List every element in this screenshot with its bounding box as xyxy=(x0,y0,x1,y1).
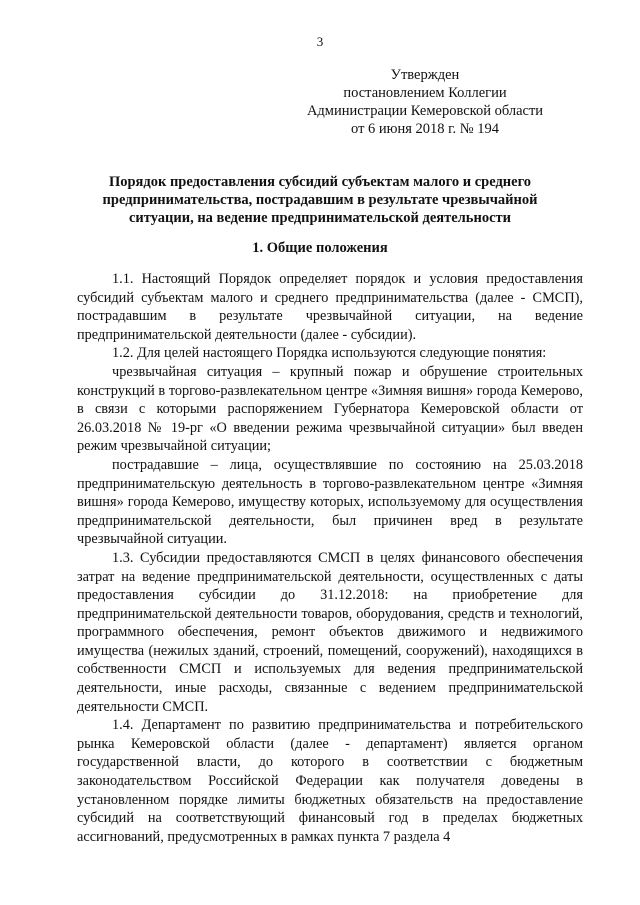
paragraph: чрезвычайная ситуация – крупный пожар и обрушение строительных конструкций в торгово-развлекательном центре «Зимняя вишня» города Кемерово, в связи с которыми распоряжением Губернатора Кемеровской области от 26.03.2018 № 19-рг «О введении режима чрезвычайной ситуации» был введен режим чрезвычайной ситуации; xyxy=(77,363,583,455)
title-line: предпринимательства, пострадавшим в результате чрезвычайной xyxy=(102,192,538,208)
section-heading: 1. Общие положения xyxy=(252,240,388,256)
paragraph: пострадавшие – лица, осуществлявшие по состоянию на 25.03.2018 предпринимательскую деятельность в торгово-развлекательном центре «Зимняя вишня» города Кемерово, имуществу которых, используемому для осуществления предпринимательской деятельности, был причинен вред в результате чрезвычайной ситуации. xyxy=(77,456,583,548)
approval-line: от 6 июня 2018 г. № 194 xyxy=(351,121,499,137)
paragraph: 1.1. Настоящий Порядок определяет порядок и условия предоставления субсидий субъектам малого и среднего предпринимательства (далее - СМСП), пострадавшим в результате чрезвычайной ситуации, на ведение предпринимательской деятельности (далее - субсидии). xyxy=(77,271,583,343)
paragraph: 1.2. Для целей настоящего Порядка используются следующие понятия: xyxy=(112,345,547,362)
title-line: ситуации, на ведение предпринимательской деятельности xyxy=(128,210,511,226)
approval-line: постановлением Коллегии xyxy=(343,85,507,101)
title-line: Порядок предоставления субсидий субъектам малого и среднего xyxy=(108,174,532,190)
document-title xyxy=(60,173,580,227)
approval-line: Администрации Кемеровской области xyxy=(306,103,544,119)
paragraph: 1.4. Департамент по развитию предпринимательства и потребительского рынка Кемеровской области (далее - департамент) является органом государственной власти, до которого в соответствии с бюджетным законодательством Российской Федерации как получателя доведены в установленном порядке лимиты бюджетных обязательств на предоставление субсидий на соответствующий финансовый год в пределах бюджетных ассигнований, предусмотренных в рамках пункта 7 раздела 4 xyxy=(77,717,583,845)
approval-line: Утвержден xyxy=(390,67,460,83)
page-number: 3 xyxy=(316,34,324,49)
paragraph: 1.3. Субсидии предоставляются СМСП в целях финансового обеспечения затрат на ведение предпринимательской деятельности, осуществленных с даты предоставления субсидии до 31.12.2018: на приобретение для предпринимательской деятельности товаров, оборудования, средств и технологий, программного обеспечения, ремонт объектов движимого и недвижимого имущества (нежилых зданий, строений, помещений, сооружений), находящихся в собственности СМСП и используемых для ведения предпринимательской деятельности, иные расходы, связанные с ведением предпринимательской деятельности СМСП. xyxy=(77,549,583,715)
document-body xyxy=(77,270,583,846)
approval-block xyxy=(300,66,550,138)
